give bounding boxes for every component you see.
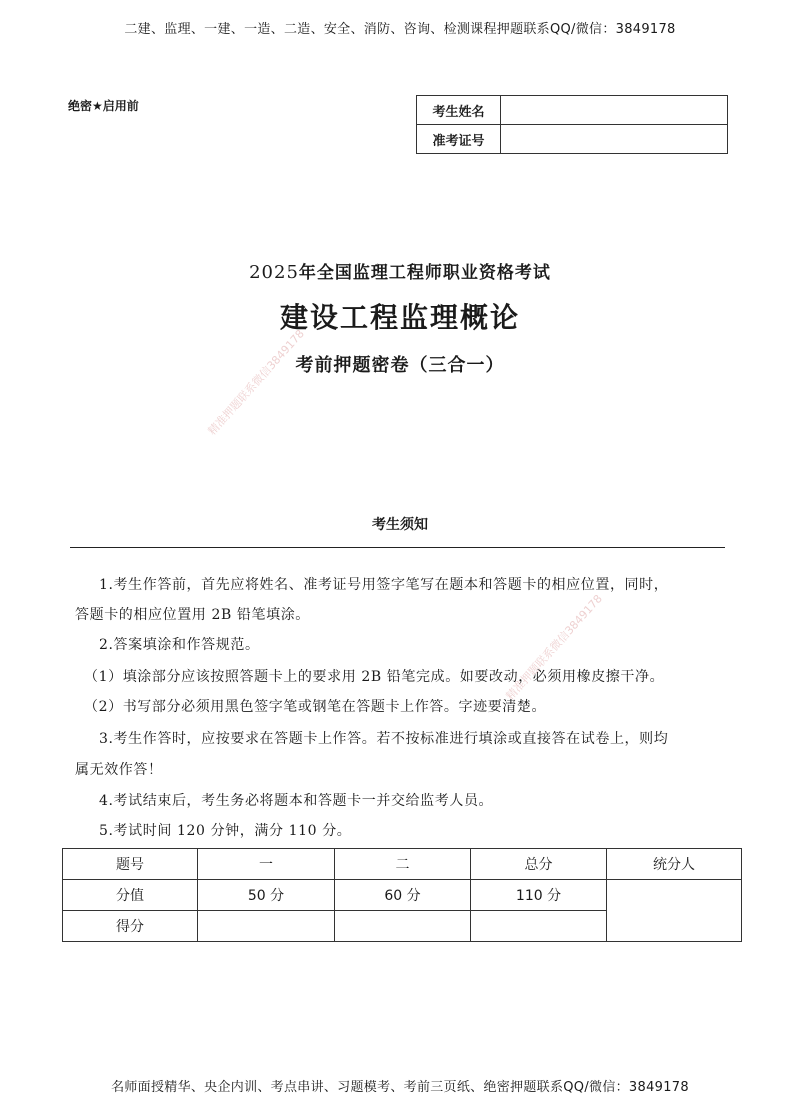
candidate-info-table [416, 95, 728, 154]
admission-id-label: 准考证号 [417, 125, 501, 154]
candidate-name-label: 考生姓名 [417, 96, 501, 125]
notice-line-2: 答题卡的相应位置用 2B 铅笔填涂。 [75, 607, 310, 623]
notice-line-5: （2）书写部分必须用黑色签字笔或钢笔在答题卡上作答。字迹要清楚。 [84, 699, 547, 715]
scorer-cell[interactable] [607, 880, 742, 942]
watermark-2: 精准押题联系微信3849178 [503, 592, 605, 703]
notice-title: 考生须知 [372, 517, 428, 533]
score-table-header-row [63, 849, 742, 880]
exam-year: 2025 [249, 262, 299, 283]
exam-subtitle: 考前押题密卷（三合一） [295, 355, 505, 376]
row-value-label: 分值 [63, 880, 198, 911]
row-score-label: 得分 [63, 911, 198, 942]
divider-line [70, 547, 725, 548]
score-table-value-row [63, 880, 742, 911]
notice-line-6: 3.考生作答时，应按要求在答题卡上作答。若不按标准进行填涂或直接答在试卷上，则均 [99, 731, 669, 747]
header-part-2: 二 [335, 849, 471, 880]
notice-line-7: 属无效作答！ [75, 762, 163, 778]
watermark-1: 精准押题联系微信3849178 [205, 327, 307, 438]
score-table [62, 848, 742, 942]
candidate-name-field[interactable] [501, 96, 728, 125]
header-part-1: 一 [198, 849, 335, 880]
notice-line-8: 4.考试结束后，考生务必将题本和答题卡一并交给监考人员。 [99, 793, 494, 809]
score-part-1-cell[interactable] [198, 911, 335, 942]
footer-contact-note: 名师面授精华、央企内训、考点串讲、习题模考、考前三页纸、绝密押题联系QQ/微信：3849178 [111, 1080, 689, 1095]
exam-title: 建设工程监理概论 [279, 301, 520, 334]
notice-line-3: 2.答案填涂和作答规范。 [99, 637, 260, 653]
score-total-cell[interactable] [471, 911, 607, 942]
value-total: 110 分 [471, 880, 607, 911]
score-part-2-cell[interactable] [335, 911, 471, 942]
value-part-1: 50 分 [198, 880, 335, 911]
header-question-no: 题号 [63, 849, 198, 880]
confidential-mark: 绝密★启用前 [68, 99, 139, 113]
notice-line-4: （1）填涂部分应该按照答题卡上的要求用 2B 铅笔完成。如要改动，必须用橡皮擦干净。 [84, 669, 665, 685]
notice-line-9: 5.考试时间 120 分钟，满分 110 分。 [99, 823, 352, 839]
exam-name: 年全国监理工程师职业资格考试 [298, 263, 551, 283]
header-contact-note: 二建、监理、一建、一造、二造、安全、消防、咨询、检测课程押题联系QQ/微信：3849178 [124, 22, 676, 37]
header-total: 总分 [471, 849, 607, 880]
exam-year-line [0, 258, 800, 283]
value-part-2: 60 分 [335, 880, 471, 911]
admission-id-field[interactable] [501, 125, 728, 154]
notice-line-1: 1.考生作答前，首先应将姓名、准考证号用签字笔写在题本和答题卡的相应位置，同时， [99, 577, 669, 593]
header-scorer: 统分人 [607, 849, 742, 880]
